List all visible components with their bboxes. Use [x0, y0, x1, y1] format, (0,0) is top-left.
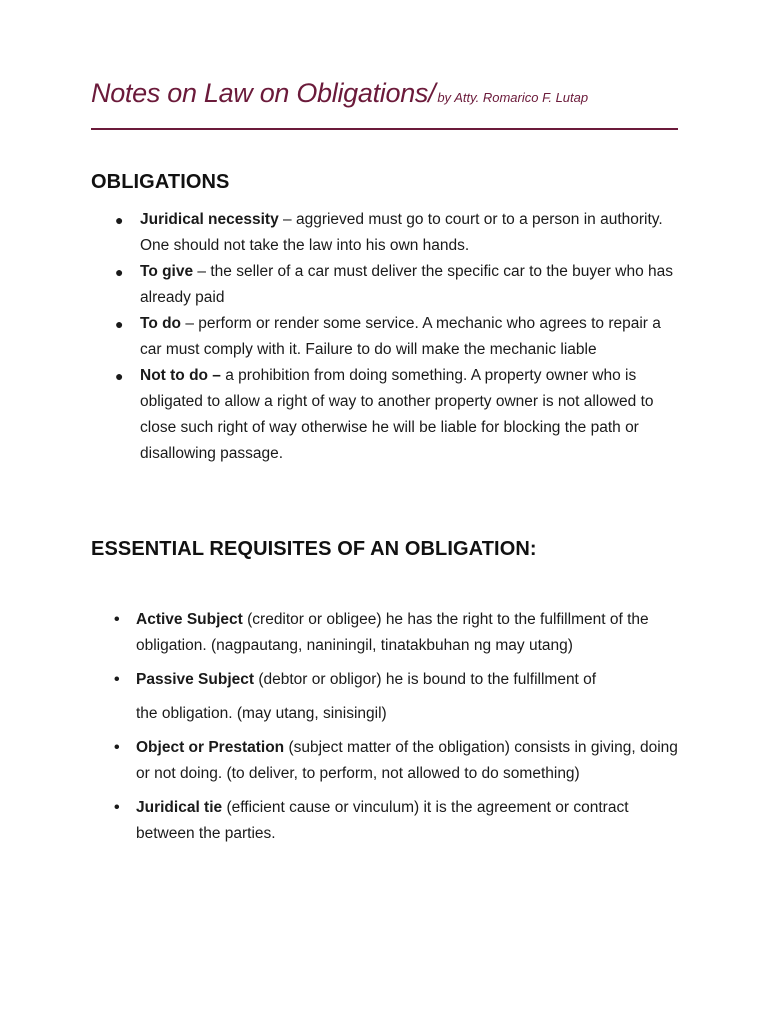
item-term: Not to do – [140, 367, 221, 384]
item-text: (subject matter of the obligation) consists in giving, doing or not doing. (to deliver, to perform, not allowed to do something) [136, 739, 678, 782]
item-text: a prohibition from doing something. A property owner who is obligated to allow a right of way to another property owner is not allowed to close such right of way otherwise he will be liable for blocking the path or disallowing passage. [140, 367, 654, 462]
title-text: Notes on Law on Obligations/ [91, 78, 436, 108]
item-text: (debtor or obligor) he is bound to the fulfillment of [254, 671, 597, 688]
bullet-dot-icon: ● [115, 264, 124, 280]
list-item [114, 795, 686, 847]
item-term: To do [140, 315, 182, 332]
requisites-heading: ESSENTIAL REQUISITES OF AN OBLIGATION: [91, 538, 537, 560]
item-term: Juridical tie [136, 799, 223, 816]
list-item [115, 259, 680, 311]
list-item [114, 607, 686, 659]
bullet-dot-icon: • [114, 611, 120, 628]
bullet-dot-icon: • [114, 671, 120, 688]
item-text: (efficient cause or vinculum) it is the agreement or contract between the parties. [136, 799, 629, 842]
obligations-heading: OBLIGATIONS [91, 171, 230, 193]
item-term: To give [140, 263, 194, 280]
document-title [91, 78, 588, 109]
item-text: (creditor or obligee) he has the right to the fulfillment of the obligation. (nagpautang, naniningil, tinatakbuhan ng may utang) [136, 611, 649, 654]
obligations-list [115, 207, 680, 467]
item-term: Object or Prestation [136, 739, 285, 756]
list-item [115, 207, 680, 259]
bullet-dot-icon: • [114, 739, 120, 756]
bullet-dot-icon: ● [115, 212, 124, 228]
item-term: Passive Subject [136, 671, 255, 688]
bullet-dot-icon: • [114, 799, 120, 816]
bullet-dot-icon: ● [115, 316, 124, 332]
list-item [114, 667, 686, 727]
item-term: Active Subject [136, 611, 243, 628]
title-divider [91, 128, 678, 130]
list-item [115, 363, 680, 467]
title-byline: by Atty. Romarico F. Lutap [437, 90, 589, 105]
item-text: – the seller of a car must deliver the specific car to the buyer who has already paid [140, 263, 673, 306]
requisites-list [114, 607, 686, 847]
list-item [114, 735, 686, 787]
item-text: – aggrieved must go to court or to a person in authority. One should not take the law into his own hands. [140, 211, 663, 254]
item-text-continued: the obligation. (may utang, sinisingil) [136, 705, 387, 722]
item-text: – perform or render some service. A mechanic who agrees to repair a car must comply with it. Failure to do will make the mechanic liable [140, 315, 661, 358]
bullet-dot-icon: ● [115, 368, 124, 384]
list-item [115, 311, 680, 363]
item-term: Juridical necessity [140, 211, 279, 228]
